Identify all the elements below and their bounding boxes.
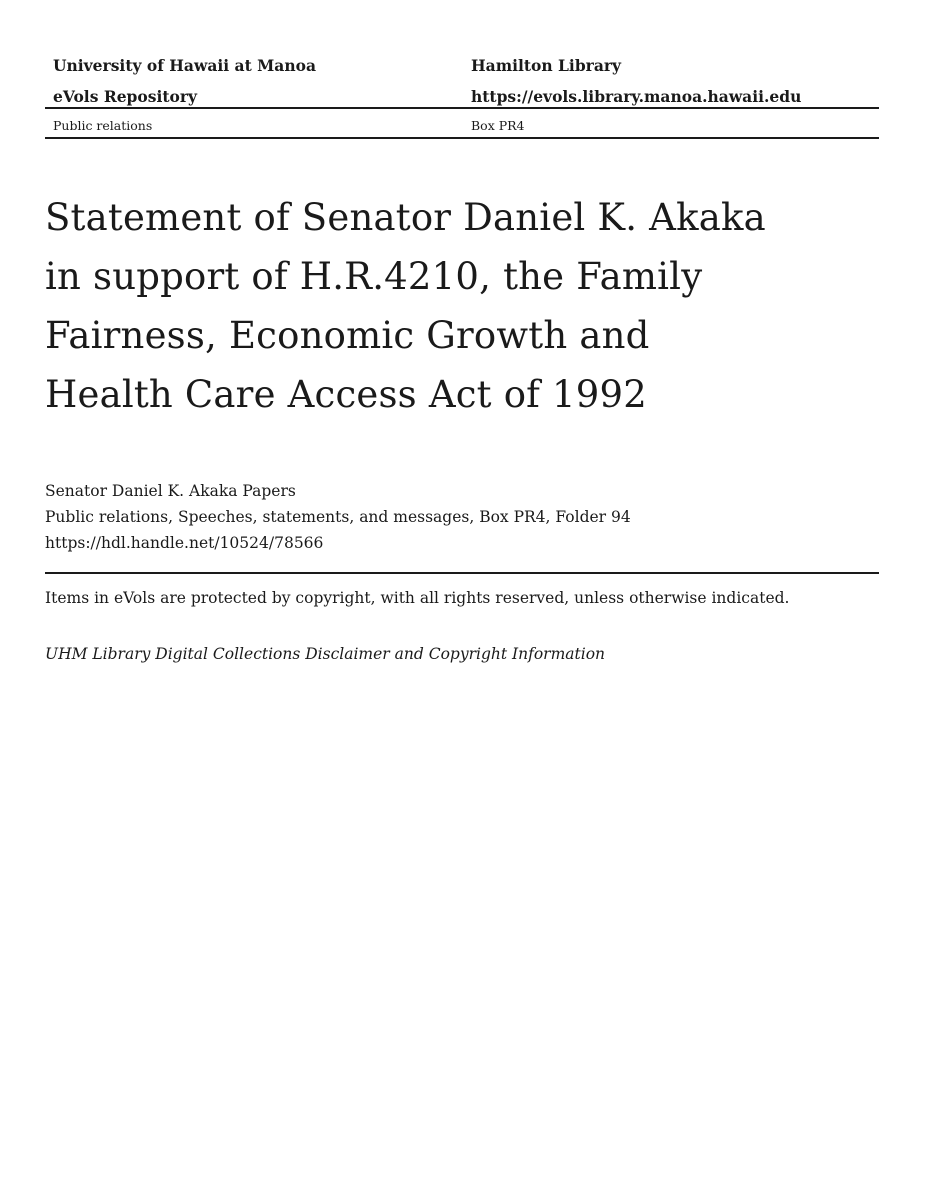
document-metadata	[45, 478, 879, 556]
header-bottom-divider	[45, 137, 879, 139]
header-divider	[45, 107, 879, 109]
disclaimer-link[interactable]: UHM Library Digital Collections Disclaimer and Copyright Information	[45, 645, 606, 663]
header-row-3	[45, 112, 879, 140]
title-line: in support of H.R.4210, the Family	[45, 255, 703, 298]
library-name: Hamilton Library	[471, 56, 622, 75]
repository-url[interactable]: https://evols.library.manoa.hawaii.edu	[471, 87, 802, 106]
folder-location: Public relations, Speeches, statements, and messages, Box PR4, Folder 94	[45, 508, 631, 526]
title-line: Fairness, Economic Growth and	[45, 314, 650, 357]
title-line: Statement of Senator Daniel K. Akaka	[45, 196, 766, 239]
box-label: Box PR4	[471, 118, 525, 133]
header-row-1	[45, 50, 879, 81]
repository-header	[45, 50, 879, 140]
title-line: Health Care Access Act of 1992	[45, 373, 647, 416]
institution-name: University of Hawaii at Manoa	[53, 56, 316, 75]
copyright-notice: Items in eVols are protected by copyright, with all rights reserved, unless otherwise indicated.	[45, 589, 790, 607]
document-title	[45, 188, 805, 424]
metadata-divider	[45, 572, 879, 574]
collection-name: Senator Daniel K. Akaka Papers	[45, 482, 296, 500]
repository-name: eVols Repository	[53, 87, 198, 106]
handle-url[interactable]: https://hdl.handle.net/10524/78566	[45, 534, 324, 552]
collection-series: Public relations	[53, 118, 153, 133]
